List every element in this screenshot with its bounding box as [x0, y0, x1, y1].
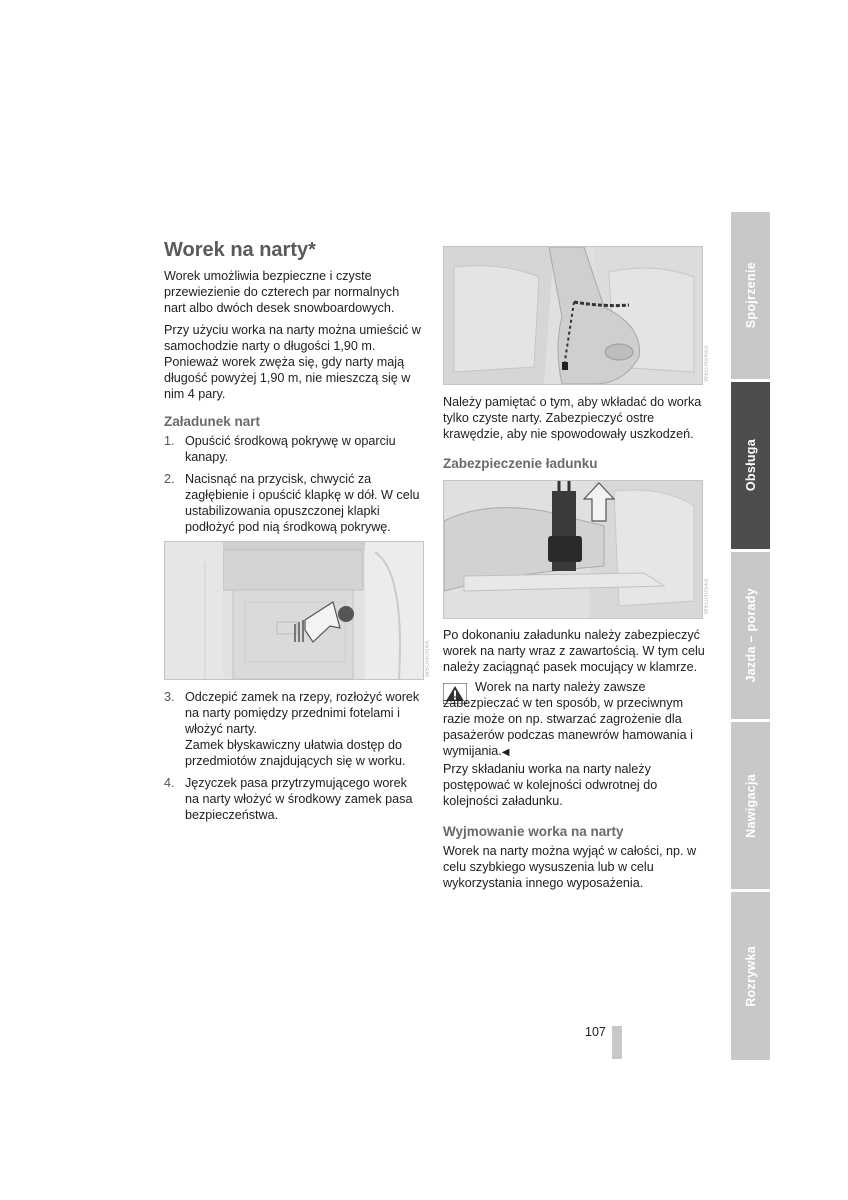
- step-text: Języczek pasa przytrzymującego worek na narty włożyć w środkowy zamek pasa bezpieczeństwa.: [185, 776, 413, 822]
- secure-heading: Zabezpieczenie ładunku: [443, 456, 598, 471]
- step-number: 1.: [164, 434, 175, 448]
- loading-heading: Załadunek nart: [164, 414, 261, 429]
- removal-heading: Wyjmowanie worka na narty: [443, 824, 624, 839]
- removal-paragraph: Worek na narty można wyjąć w całości, np. w celu szybkiego wysuszenia lub w celu wykorzystania innego wyposażenia.: [443, 844, 697, 890]
- page-title: Worek na narty*: [164, 239, 316, 261]
- flap-illustration: [165, 542, 423, 679]
- fold-paragraph: Przy składaniu worka na narty należy postępować w kolejności odwrotnej do kolejności załadunku.: [443, 762, 658, 808]
- step-text: Nacisnąć na przycisk, chwycić za zagłębienie i opuścić klapkę w dół. W celu ustabilizowania opuszczonej klapki podłożyć pod nią środkową pokrywę.: [185, 472, 420, 534]
- step-text: Odczepić zamek na rzepy, rozłożyć worek na narty pomiędzy przednimi fotelami i włożyć narty.: [185, 690, 420, 736]
- clean-skis-paragraph: Należy pamiętać o tym, aby wkładać do worka tylko czyste narty. Zabezpieczyć ostre krawędzie, aby nie spowodowały uszkodzeń.: [443, 395, 702, 441]
- tab-spojrzenie[interactable]: [731, 212, 770, 379]
- tab-label: Obsługa: [743, 439, 758, 492]
- figure-belt-buckle: [443, 480, 703, 619]
- intro-paragraph-2: Przy użyciu worka na narty można umieścić w samochodzie narty o długości 1,90 m. Ponieważ worek zwęża się, gdy narty mają długość powyżej 1,90 m, nie mieszczą się w nim 4 pary.: [164, 323, 421, 401]
- end-marker-icon: ◀: [501, 747, 510, 758]
- page-number-bar: [612, 1026, 622, 1059]
- list-item: [164, 775, 424, 823]
- tab-obsluga[interactable]: [731, 382, 770, 549]
- belt-buckle-illustration: [444, 481, 702, 618]
- loading-steps-3-4: [164, 689, 424, 829]
- loading-steps-1-2: [164, 433, 424, 541]
- page-number: 107: [585, 1025, 606, 1039]
- figure-code: W6GH04BA: [704, 345, 710, 382]
- step-number: 3.: [164, 690, 175, 704]
- list-item: [164, 689, 424, 769]
- list-item: [164, 433, 424, 465]
- step-extra-text: Zamek błyskawiczny ułatwia dostęp do przedmiotów znajdujących się w worku.: [185, 738, 406, 768]
- warning-text-block: [443, 679, 711, 761]
- fold-text-block: [443, 761, 711, 815]
- step-text: Opuścić środkową pokrywę w oparciu kanapy.: [185, 434, 396, 464]
- warning-text: Worek na narty należy zawsze zabezpieczać w ten sposób, w przeciwnym razie może on np. stwarzać zagrożenie dla pasażerów podczas manewrów hamowania i wymijania.: [443, 680, 693, 758]
- tab-label: Jazda – porady: [743, 588, 758, 683]
- secure-paragraph: Po dokonaniu załadunku należy zabezpieczyć worek na narty wraz z zawartością. W tym celu należy zaciągnąć pasek mocujący w klamrze.: [443, 628, 705, 674]
- tab-label: Rozrywka: [743, 945, 758, 1007]
- figure-code: W6GH0N4A: [425, 640, 431, 678]
- after-figure-text: [443, 394, 711, 448]
- secure-text-block: [443, 627, 711, 681]
- tab-label: Spojrzenie: [743, 262, 758, 329]
- step-number: 4.: [164, 776, 175, 790]
- step-number: 2.: [164, 472, 175, 486]
- removal-text-block: [443, 843, 711, 897]
- tab-jazda-porady[interactable]: [731, 552, 770, 719]
- tab-nawigacja[interactable]: [731, 722, 770, 889]
- tab-rozrywka[interactable]: [731, 892, 770, 1060]
- figure-code: W6GH054A: [704, 578, 710, 615]
- figure-flap-button: [164, 541, 424, 680]
- figure-ski-bag-seats: [443, 246, 703, 385]
- list-item: [164, 471, 424, 535]
- tab-label: Nawigacja: [743, 773, 758, 838]
- intro-paragraph-1: Worek umożliwia bezpieczne i czyste przewiezienie do czterech par normalnych nart albo dwóch desek snowboardowych.: [164, 269, 400, 315]
- ski-bag-illustration: [444, 247, 702, 384]
- left-column-text: [164, 268, 422, 408]
